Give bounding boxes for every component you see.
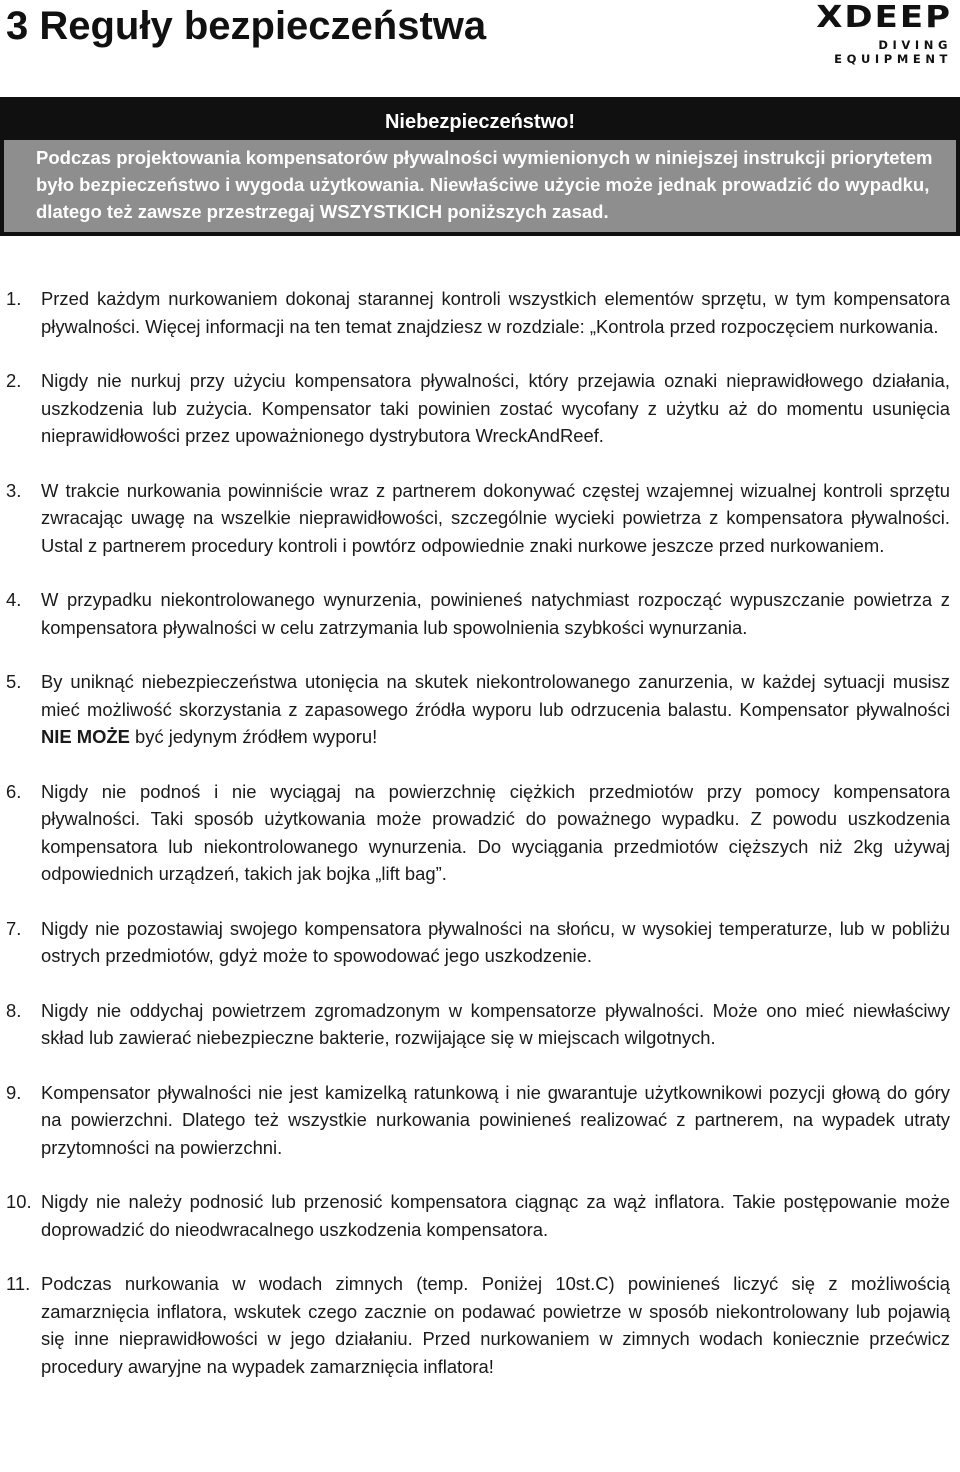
rule-text: Nigdy nie pozostawiaj swojego kompensatora pływalności na słońcu, w wysokiej temperaturze, lub w pobliżu ostrych przedmiotów, gdyż może to spowodować jego uszkodzenie. — [41, 917, 950, 966]
rule-item — [6, 997, 950, 1052]
rule-item — [6, 586, 950, 641]
warning-title: Niebezpieczeństwo! — [0, 97, 960, 141]
rule-number: 1. — [6, 288, 22, 309]
safety-rules-list — [6, 285, 950, 1380]
rule-number: 9. — [6, 1081, 22, 1103]
rule-item — [6, 1270, 950, 1380]
rule-item — [6, 915, 950, 970]
rule-number: 4. — [6, 589, 22, 610]
rule-text: Kompensator pływalności nie jest kamizelką ratunkową i nie gwarantuje użytkownikowi pozycji głową do góry na powierzchni. Dlatego też wszystkie nurkowania powinieneś realizować z partnerem, na wypadek utraty przytomności na powierzchni. — [41, 1081, 950, 1158]
rule-text — [41, 668, 950, 751]
warning-body: Podczas projektowania kompensatorów pływalności wymienionych w niniejszej instrukcji priorytetem było bezpieczeństwo i wygoda użytkowania. Niewłaściwe użycie może jednak prowadzić do wypadku, dlatego też zawsze przestrzegaj WSZYSTKICH poniższych zasad. — [4, 140, 956, 232]
rule-text: W przypadku niekontrolowanego wynurzenia, powinieneś natychmiast rozpocząć wypuszczanie powietrza z kompensatora pływalności w celu zatrzymania lub spowolnienia szybkości wynurzania. — [41, 589, 950, 638]
rule-number: 6. — [6, 780, 22, 802]
xdeep-logo — [766, 0, 952, 66]
rule-text-part: By uniknąć niebezpieczeństwa utonięcia na skutek niekontrolowanego zanurzenia, w każdej sytuacji musisz mieć możliwość skorzystania z zapasowego źródła wyporu lub odrzucenia balastu. Kompensator pływalności — [41, 671, 950, 720]
rule-number: 3. — [6, 479, 22, 501]
rule-text: Nigdy nie nurkuj przy użyciu kompensatora pływalności, który przejawia oznaki nieprawidłowego działania, uszkodzenia lub zużycia. Kompensator taki powinien zostać wycofany z użytku aż do momentu usunięcia nieprawidłowości przez upoważnionego dystrybutora WreckAndReef. — [41, 370, 950, 446]
rule-text: W trakcie nurkowania powinniście wraz z partnerem dokonywać częstej wzajemnej wizualnej kontroli sprzętu zwracając uwagę na wszelkie nieprawidłowości, szczególnie wycieki powietrza z kompensatora pływalności. Ustal z partnerem procedury kontroli i powtórz odpowiednie znaki nurkowe jeszcze przed nurkowaniem. — [41, 479, 950, 556]
danger-warning-box — [0, 97, 960, 236]
rule-text: Przed każdym nurkowaniem dokonaj starannej kontroli wszystkich elementów sprzętu, w tym kompensatora pływalności. Więcej informacji na ten temat znajdziesz w rozdziale: „Kontrola przed rozpoczęciem nurkowania. — [41, 288, 950, 337]
rule-number: 2. — [6, 370, 22, 391]
rule-number: 7. — [6, 917, 22, 939]
rule-number: 10. — [6, 1191, 32, 1212]
page-header — [0, 0, 960, 66]
rule-item — [6, 1188, 950, 1243]
rule-text: Nigdy nie podnoś i nie wyciągaj na powierzchnię ciężkich przedmiotów przy pomocy kompensatora pływalności. Taki sposób użytkowania może prowadzić do poważnego wypadku. Z powodu uszkodzenia kompensatora lub niekontrolowanego wynurzenia. Do wyciągania przedmiotów cięższych niż 2kg używaj odpowiednich urządzeń, takich jak bojka „lift bag”. — [41, 780, 950, 884]
rule-item — [6, 477, 950, 560]
rule-item — [6, 1079, 950, 1162]
rule-number: 5. — [6, 671, 22, 692]
rule-item — [6, 367, 950, 450]
rule-item — [6, 778, 950, 888]
logo-word: XDEEP — [816, 0, 952, 36]
rule-text: Nigdy nie oddychaj powietrzem zgromadzonym w kompensatorze pływalności. Może ono mieć niewłaściwy skład lub zawierać niebezpieczne bakterie, rozwijające się w miejscach wilgotnych. — [41, 999, 950, 1048]
logo-subtitle: DIVING EQUIPMENT — [834, 38, 952, 66]
rule-number: 11. — [6, 1273, 31, 1294]
rule-text-part: być jedynym źródłem wyporu! — [129, 726, 378, 747]
rule-text: Nigdy nie należy podnosić lub przenosić kompensatora ciągnąc za wąż inflatora. Takie postępowanie może doprowadzić do nieodwracalnego uszkodzenia kompensatora. — [41, 1191, 950, 1240]
rule-number: 8. — [6, 999, 22, 1021]
rule-emphasis: NIE MOŻE — [41, 726, 130, 747]
rule-item — [6, 668, 950, 751]
rule-item — [6, 285, 950, 340]
page-title: 3 Reguły bezpieczeństwa — [6, 4, 487, 48]
rule-text: Podczas nurkowania w wodach zimnych (temp. Poniżej 10st.C) powinieneś liczyć się z możliwością zamarznięcia inflatora, wskutek czego zacznie on podawać powietrze w sposób niekontrolowany lub pojawią się inne nieprawidłowości w jego działaniu. Przed nurkowaniem w zimnych wodach koniecznie przećwicz procedury awaryjne na wypadek zamarznięcia inflatora! — [41, 1273, 950, 1377]
